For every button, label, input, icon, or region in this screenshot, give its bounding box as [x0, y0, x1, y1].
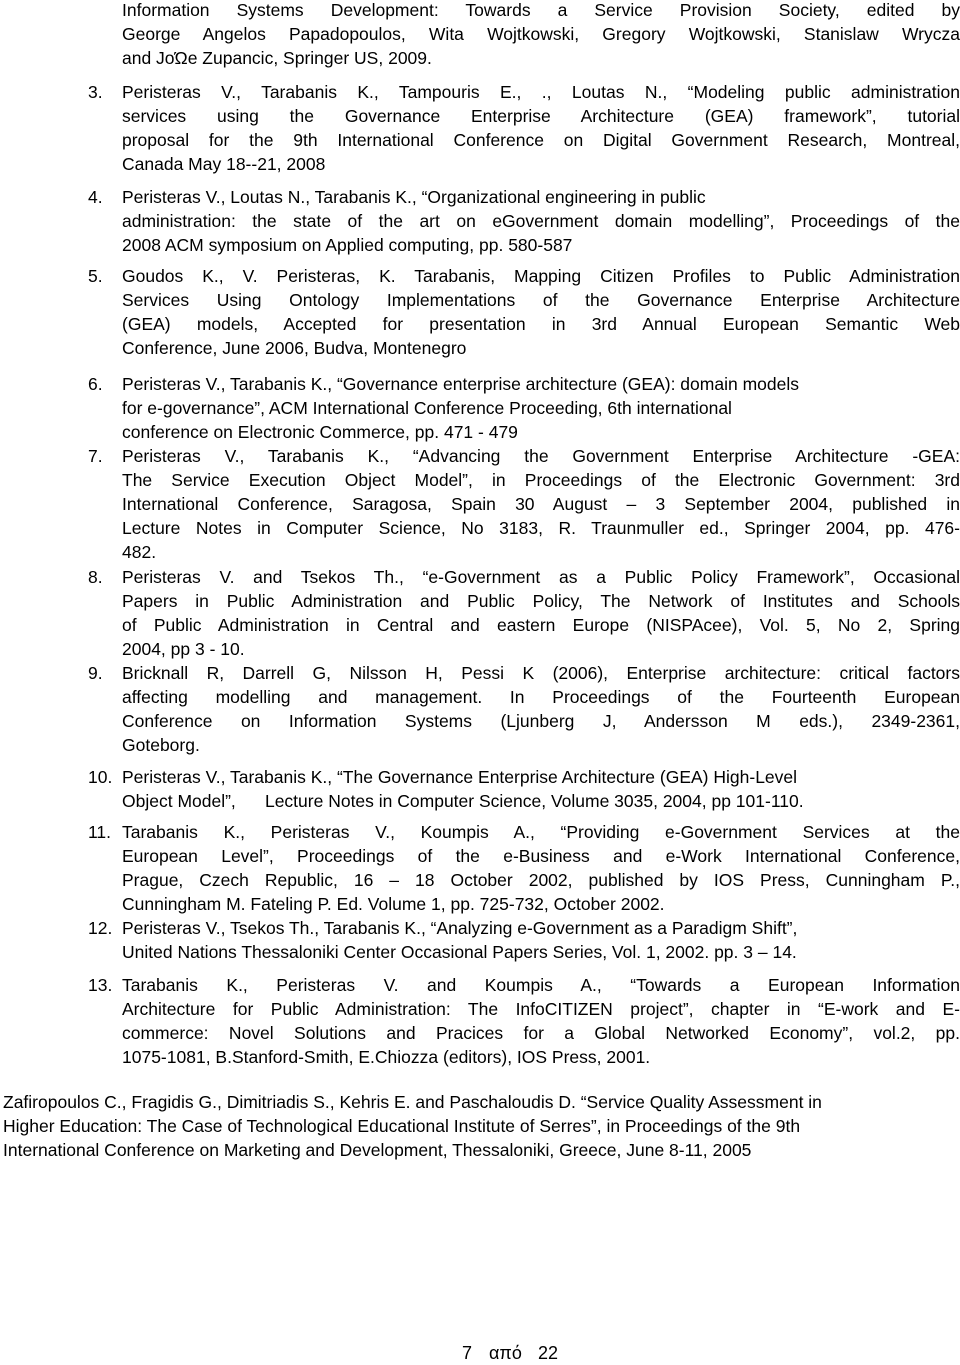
reference-text	[122, 565, 960, 661]
reference-number: 9.	[88, 663, 103, 683]
reference-number: 7.	[88, 446, 103, 466]
reference-line: Conference on Information Systems (Ljunberg J, Andersson M eds.), 2349-2361,	[122, 711, 960, 731]
reference-line: Lecture Notes in Computer Science, No 3183, R. Traunmuller ed., Springer 2004, pp. 476-	[122, 518, 960, 538]
reference-line: George Angelos Papadopoulos, Wita Wojtkowski, Gregory Wojtkowski, Stanislaw Wrycza	[122, 24, 960, 44]
reference-line: Peristeras V., Tarabanis K., “Governance enterprise architecture (GEA): domain models	[122, 374, 799, 394]
reference-text	[122, 185, 960, 257]
reference-text	[122, 0, 960, 70]
reference-line: Peristeras V., Tarabanis K., “The Governance Enterprise Architecture (GEA) High-Level	[122, 767, 798, 787]
reference-line: affecting modelling and management. In Proceedings of the Fourteenth European	[122, 687, 960, 707]
reference-line: (GEA) models, Accepted for presentation in 3rd Annual European Semantic Web	[122, 314, 960, 334]
reference-line: Peristeras V., Loutas N., Tarabanis K., “Organizational engineering in public	[122, 187, 706, 207]
reference-line: administration: the state of the art on eGovernment domain modelling”, Proceedings of the	[122, 211, 960, 231]
reference-line: Higher Education: The Case of Technological Educational Institute of Serres”, in Proceedings of the 9th	[3, 1116, 801, 1136]
reference-line: Prague, Czech Republic, 16 – 18 October 2002, published by IOS Press, Cunningham P.,	[122, 870, 960, 890]
reference-number: 13.	[88, 975, 113, 995]
additional-reference	[3, 1090, 943, 1162]
reference-line: Peristeras V., Tarabanis K., Tampouris E., ., Loutas N., “Modeling public administration	[122, 82, 960, 102]
reference-number: 10.	[88, 767, 113, 787]
reference-text	[122, 372, 960, 444]
reference-line: Object Model”, Lecture Notes in Computer Science, Volume 3035, 2004, pp 101-110.	[122, 791, 804, 811]
reference-line: Tarabanis K., Peristeras V., Koumpis A., “Providing e-Government Services at the	[122, 822, 960, 842]
reference-line: Services Using Ontology Implementations of the Governance Enterprise Architecture	[122, 290, 960, 310]
reference-line: proposal for the 9th International Conference on Digital Government Research, Montreal,	[122, 130, 960, 150]
reference-line: and JoΏe Zupancic, Springer US, 2009.	[122, 48, 432, 68]
reference-line: 2004, pp 3 - 10.	[122, 639, 245, 659]
reference-line: 2008 ACM symposium on Applied computing, pp. 580-587	[122, 235, 573, 255]
reference-text	[122, 765, 960, 813]
reference-line: 1075-1081, B.Stanford-Smith, E.Chiozza (editors), IOS Press, 2001.	[122, 1047, 651, 1067]
reference-line: Information Systems Development: Towards a Service Provision Society, edited by	[122, 0, 960, 20]
reference-number: 12.	[88, 918, 113, 938]
reference-text	[122, 661, 960, 757]
reference-line: 482.	[122, 542, 157, 562]
reference-text	[122, 80, 960, 176]
reference-line: Cunningham M. Fateling P. Ed. Volume 1, pp. 725-732, October 2002.	[122, 894, 665, 914]
reference-text	[122, 916, 960, 964]
reference-line: Goteborg.	[122, 735, 200, 755]
reference-line: Peristeras V. and Tsekos Th., “e-Government as a Public Policy Framework”, Occasional	[122, 567, 960, 587]
reference-line: Papers in Public Administration and Public Policy, The Network of Institutes and Schools	[122, 591, 960, 611]
reference-line: European Level”, Proceedings of the e-Business and e-Work International Conference,	[122, 846, 960, 866]
reference-number: 8.	[88, 567, 103, 587]
page-of-label: από	[489, 1343, 522, 1363]
reference-number: 3.	[88, 82, 103, 102]
reference-line: services using the Governance Enterprise Architecture (GEA) framework”, tutorial	[122, 106, 960, 126]
reference-text	[122, 973, 960, 1069]
reference-text	[122, 264, 960, 360]
reference-number: 6.	[88, 374, 103, 394]
reference-line: Bricknall R, Darrell G, Nilsson H, Pessi K (2006), Enterprise architecture: critical factors	[122, 663, 960, 683]
reference-line: conference on Electronic Commerce, pp. 471 - 479	[122, 422, 518, 442]
reference-number: 4.	[88, 187, 103, 207]
reference-text	[122, 820, 960, 916]
page-current: 7	[462, 1343, 473, 1363]
reference-line: United Nations Thessaloniki Center Occasional Papers Series, Vol. 1, 2002. pp. 3 – 14.	[122, 942, 797, 962]
reference-line: Conference, June 2006, Budva, Montenegro	[122, 338, 467, 358]
reference-line: Zafiropoulos C., Fragidis G., Dimitriadis S., Kehris E. and Paschaloudis D. “Service Quality Assessment in	[3, 1092, 822, 1112]
reference-line: Canada May 18--21, 2008	[122, 154, 326, 174]
reference-line: for e-governance”, ACM International Conference Proceeding, 6th international	[122, 398, 732, 418]
page-total: 22	[538, 1343, 559, 1363]
reference-text	[122, 444, 960, 564]
reference-line: commerce: Novel Solutions and Pracices for a Global Networked Economy”, vol.2, pp.	[122, 1023, 960, 1043]
reference-line: The Service Execution Object Model”, in Proceedings of the Electronic Government: 3rd	[122, 470, 960, 490]
reference-number: 11.	[88, 822, 112, 842]
reference-line: Peristeras V., Tarabanis K., “Advancing the Government Enterprise Architecture -GEA:	[122, 446, 960, 466]
reference-line: Architecture for Public Administration: The InfoCITIZEN project”, chapter in “E-work and E-	[122, 999, 960, 1019]
reference-line: Tarabanis K., Peristeras V. and Koumpis A., “Towards a European Information	[122, 975, 960, 995]
reference-line: Peristeras V., Tsekos Th., Tarabanis K., “Analyzing e-Government as a Paradigm Shift”,	[122, 918, 798, 938]
reference-line: International Conference, Saragosa, Spain 30 August – 3 September 2004, published in	[122, 494, 960, 514]
reference-number: 5.	[88, 266, 103, 286]
reference-line: of Public Administration in Central and eastern Europe (NISPAcee), Vol. 5, No 2, Spring	[122, 615, 960, 635]
reference-line: Goudos K., V. Peristeras, K. Tarabanis, Mapping Citizen Profiles to Public Administration	[122, 266, 960, 286]
reference-line: International Conference on Marketing and Development, Thessaloniki, Greece, June 8-11, 2005	[3, 1140, 752, 1160]
